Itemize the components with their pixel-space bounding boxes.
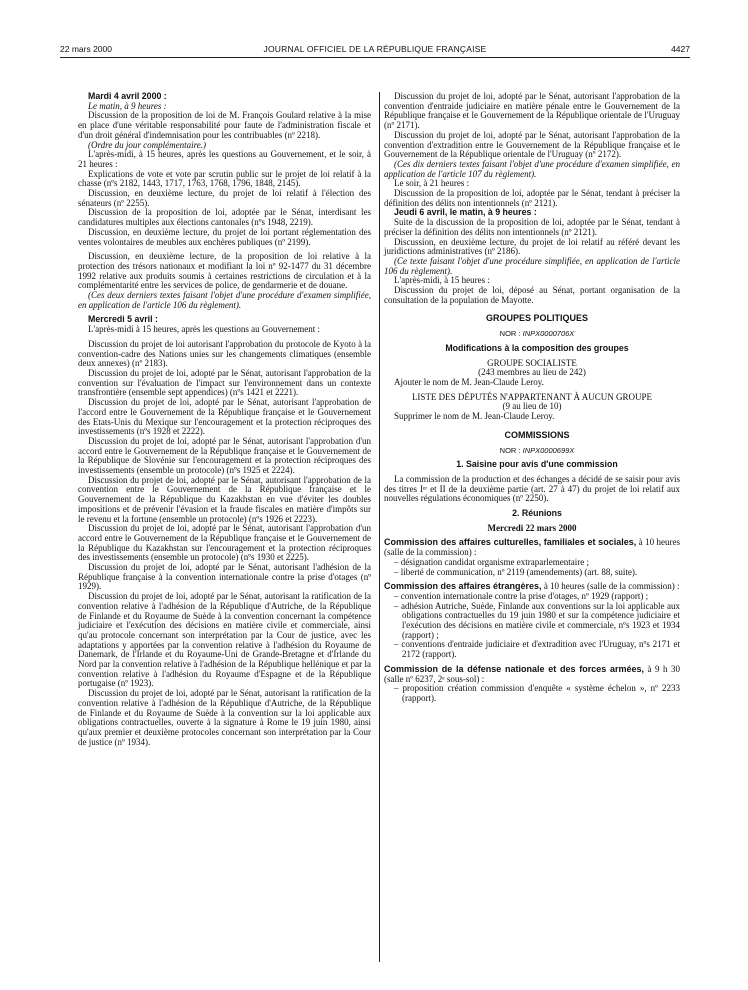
agenda-item: Discussion, en deuxième lecture, du projet de loi portant réglementation des ventes volontaires de meubles aux enchères publiques (nº 2199). [78,226,371,247]
agenda-note: (Ordre du jour complémentaire.) [88,139,206,150]
group-count: (243 membres au lieu de 242) [478,367,586,378]
agenda-item: Discussion du projet de loi, adopté par le Sénat, autorisant l'adhésion de la République française à la convention internationale contre la prise d'otages (nº 1929). [78,562,371,592]
agenda-item: Discussion du projet de loi autorisant l'approbation du protocole de Kyoto à la convention-cadre des Nations unies sur les changements climatiques (ensemble deux annexes) (nº 2183). [78,338,371,369]
subsection-title: 2. Réunions [512,508,562,519]
agenda-note: (Ces dix derniers textes faisant l'objet d'une procédure d'examen simplifiée, en application de l'article 107 du règlement). [384,158,680,179]
page-number: 4427 [671,44,690,54]
header-date: 22 mars 2000 [60,44,112,54]
list-item: – conventions d'entraide judiciaire et d'extradition avec l'Uruguay, nºs 2171 et 2172 (rapport). [394,640,680,659]
section-title-commissions: COMMISSIONS [504,429,570,440]
column-divider [379,92,380,962]
commission-agenda [384,592,680,660]
agenda-item: Discussion du projet de loi, adopté par le Sénat, autorisant la ratification de la convention relative à l'adhésion de la République d'Autriche, de la République de Finlande et du Royaume de Suède à la convention concernant la compétence judiciaire et l'exécution des décisions en matière civile et commerciale, ainsi qu'au protocole concernant son interprétation par la Cour de justice, avec les adaptations y apportées par la convention relative à l'adhésion du Royaume de Danemark, de l'Irlande et du Royaume-Uni de Grande-Bretagne et d'Irlande du Nord par la convention relative à l'adhésion de la République hellénique et par la convention relative à l'adhésion du Royaume d'Espagne et de la République portugaise (nº 1923). [78,591,371,689]
commission-entry: Commission de la défense nationale et des forces armées, à 9 h 30 (salle nº 6237, 2ᵉ sous-sol) : [384,663,681,684]
subsection-title: 1. Saisine pour avis d'une commission [456,459,618,470]
commission-entry: Commission des affaires étrangères, à 10 heures (salle de la commission) : [384,581,680,592]
agenda-note: (Ce texte faisant l'objet d'une procédure simplifiée, en application de l'article 106 du règlement). [384,255,680,276]
subsection-title: Modifications à la composition des groupes [445,342,629,353]
journal-title: JOURNAL OFFICIEL DE LA RÉPUBLIQUE FRANÇAISE [263,44,487,54]
session-time: L'après-midi à 15 heures, après les questions au Gouvernement : [88,324,321,335]
session-time: L'après-midi, à 15 heures : [394,275,490,286]
agenda-item: Discussion du projet de loi, adopté par le Sénat, autorisant l'approbation de la convention entre le Gouvernement de la République française et le Gouvernement de la République du Kazakhstan en vue d'éviter les doubles impositions et de prévenir l'évasion et la fraude fiscales en matière d'impôts sur le revenu et la fortune (ensemble un protocole) (nºs 1926 et 2223). [78,474,371,524]
day-heading: Jeudi 6 avril, le matin, à 9 heures : [394,207,537,218]
group-change: Supprimer le nom de M. Jean-Claude Leroy. [394,411,555,422]
commission-agenda [384,684,680,703]
agenda-note: (Ces deux derniers textes faisant l'objet d'une procédure d'examen simplifiée, en application de l'article 106 du règlement). [78,290,371,310]
header-rule [60,57,690,58]
commission-agenda [384,558,680,577]
agenda-item: Suite de la discussion de la proposition de loi, adoptée par le Sénat, tendant à préciser la définition des délits non intentionnels (nº 2121). [384,217,680,237]
agenda-item: Discussion du projet de loi, adopté par le Sénat, autorisant l'approbation d'un accord entre le Gouvernement de la République française et le Gouvernement de la République du Kazakhstan sur l'encouragement et la protection réciproques des investissements (ensemble un protocole) (nºs 1930 et 2225). [78,523,371,563]
nor-reference: NOR : INPX0000706X [499,329,575,339]
agenda-item: Discussion du projet de loi, adopté par le Sénat, autorisant la ratification de la convention relative à l'adhésion de la République d'Autriche, de la République de Finlande et du Royaume de Suède à la convention sur la loi applicable aux obligations contractuelles, ouverte à la signature à Rome le 19 juin 1980, ainsi qu'aux premier et deuxième protocoles concernant son interprétation par la Cour de justice (nº 1934). [78,688,371,747]
day-heading: Mardi 4 avril 2000 : [88,91,167,101]
agenda-item: Explications de vote et vote par scrutin public sur le projet de loi relatif à la chasse (nºs 2182, 1443, 1717, 1763, 1768, 1796, 1848, 2145). [78,168,371,189]
page-header [60,44,690,58]
list-item: – proposition création commission d'enquête « système échelon », nº 2233 (rapport). [394,684,680,703]
left-column [78,92,371,747]
list-item: – liberté de communication, nº 2119 (amendements) (art. 88, suite). [394,568,680,578]
session-time: Le soir, à 21 heures : [394,178,470,189]
agenda-item: Discussion de la proposition de loi de M. François Goulard relative à la mise en place d'une véritable responsabilité pour faute de l'administration fiscale et d'un droit général d'indemnisation pour les contribuables (nº 2218). [78,110,371,140]
agenda-item: Discussion du projet de loi, adopté par le Sénat, autorisant l'approbation de la convention d'extradition entre le Gouvernement de la République française et le Gouvernement de la République orientale de l'Uruguay (nº 2172). [384,129,680,160]
day-heading: Mercredi 5 avril : [88,314,158,325]
section-title-groupes: GROUPES POLITIQUES [485,313,588,324]
group-name: GROUPE SOCIALISTE [487,357,577,368]
agenda-item: Discussion de la proposition de loi, adoptée par le Sénat, tendant à préciser la définition des délits non intentionnels (nº 2121). [384,188,680,208]
nor-reference: NOR : INPX0000699X [499,445,575,455]
agenda-item: Discussion du projet de loi, adopté par le Sénat, autorisant l'approbation de la convention sur l'évaluation de l'impact sur l'environnement dans un contexte transfrontière (ensemble sept appendices) (nºs 1421 et 2221). [78,367,371,398]
agenda-item: Discussion, en deuxième lecture, du projet de loi relatif à l'élection des sénateurs (nº 2255). [78,188,371,208]
group-name: LISTE DES DÉPUTÉS N'APPARTENANT À AUCUN GROUPE [411,391,653,402]
commission-entry: Commission des affaires culturelles, familiales et sociales, à 10 heures (salle de la commission) : [384,537,681,558]
group-change: Ajouter le nom de M. Jean-Claude Leroy. [394,376,544,387]
session-time: Le matin, à 9 heures : [88,100,167,111]
agenda-item: Discussion du projet de loi, adopté par le Sénat, autorisant l'approbation de la convention d'entraide judiciaire en matière pénale entre le Gouvernement de la République française et le Gouvernement de la République orientale de l'Uruguay (nº 2171). [384,91,680,131]
agenda-item: Discussion du projet de loi, déposé au Sénat, portant organisation de la consultation de la population de Mayotte. [384,285,680,305]
agenda-item: Discussion, en deuxième lecture, de la proposition de loi relative à la protection des trésors nationaux et modifiant la loi nº 92-1477 du 31 décembre 1992 relative aux produits soumis à certaines restrictions de circulation et à la complémentarité entre les services de police, de gendarmerie et de douane. [78,251,371,291]
group-count: (9 au lieu de 10) [502,401,562,412]
saisine-text: La commission de la production et des échanges a décidé de se saisir pour avis des titres Iᵉʳ et II de la deuxième partie (art. 27 à 47) du projet de loi relatif aux nouvelles régulations économiques (nº 2250). [384,473,680,504]
meeting-date: Mercredi 22 mars 2000 [487,522,577,533]
agenda-item: Discussion de la proposition de loi, adoptée par le Sénat, interdisant les candidatures multiples aux élections cantonales (nºs 1948, 2219). [78,207,371,228]
list-item: – adhésion Autriche, Suède, Finlande aux conventions sur la loi applicable aux obligations contractuelles du 19 juin 1980 et sur la compétence judiciaire et l'exécution des décisions en matière civile et commerciale, nºs 1923 et 1934 (rapport) ; [394,602,680,641]
list-item: – désignation candidat organisme extraparlementaire ; [394,558,680,568]
list-item: – convention internationale contre la prise d'otages, nº 1929 (rapport) ; [394,592,680,602]
session-time: L'après-midi, à 15 heures, après les questions au Gouvernement, et le soir, à 21 heures : [78,149,371,169]
agenda-item: Discussion, en deuxième lecture, du projet de loi relatif au référé devant les juridictions administratives (nº 2186). [384,236,680,257]
agenda-item: Discussion du projet de loi, adopté par le Sénat, autorisant l'approbation de l'accord entre le Gouvernement de la République française et le Gouvernement des Etats-Unis du Mexique sur l'encouragement et la protection réciproques des investissements (nºs 1928 et 2222). [78,397,371,437]
agenda-item: Discussion du projet de loi, adopté par le Sénat, autorisant l'approbation d'un accord entre le Gouvernement de la République française et le Gouvernement de la République de Slovénie sur l'encouragement et la protection réciproques des investissements (ensemble un protocole) (nºs 1925 et 2224). [78,435,371,476]
right-column [384,92,680,704]
